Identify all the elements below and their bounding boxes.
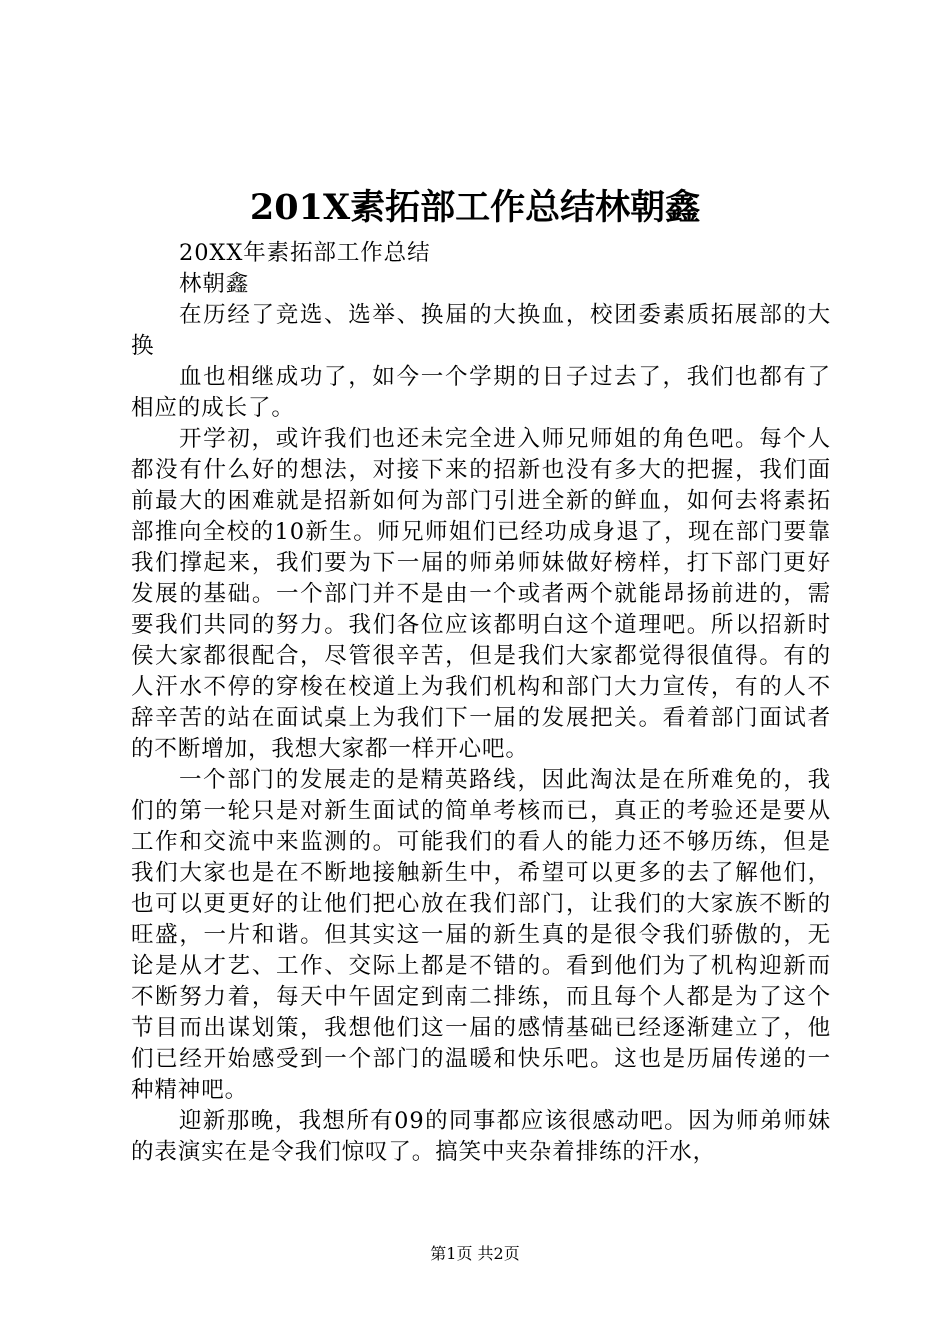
document-title: 201X素拓部工作总结林朝鑫 — [249, 187, 701, 228]
document-author: 林朝鑫 — [179, 271, 250, 297]
paragraph-5: 迎新那晚，我想所有09的同事都应该很感动吧。因为师弟师妹的表演实在是令我们惊叹了。搞笑中夹杂着排练的汗水， — [131, 1108, 831, 1165]
document-subtitle: 20XX年素拓部工作总结 — [179, 240, 431, 266]
paragraph-2: 血也相继成功了，如今一个学期的日子过去了，我们也都有了相应的成长了。 — [131, 364, 831, 421]
paragraph-1: 在历经了竞选、选举、换届的大换血，校团委素质拓展部的大换 — [131, 302, 831, 359]
document-body — [131, 238, 831, 1168]
page-number-footer: 第1页 共2页 — [430, 1244, 520, 1263]
paragraph-4: 一个部门的发展走的是精英路线，因此淘汰是在所难免的，我们的第一轮只是对新生面试的简单考核而已，真正的考验还是要从工作和交流中来监测的。可能我们的看人的能力还不够历练，但是我们大家也是在不断地接触新生中，希望可以更多的去了解他们，也可以更更好的让他们把心放在我们部门，让我们的大家族不断的旺盛，一片和谐。但其实这一届的新生真的是很令我们骄傲的，无论是从才艺、工作、交际上都是不错的。看到他们为了机构迎新而不断努力着，每天中午固定到南二排练，而且每个人都是为了这个节目而出谋划策，我想他们这一届的感情基础已经逐渐建立了，他们已经开始感受到一个部门的温暖和快乐吧。这也是历届传递的一种精神吧。 — [131, 767, 831, 1103]
paragraph-3: 开学初，或许我们也还未完全进入师兄师姐的角色吧。每个人都没有什么好的想法，对接下来的招新也没有多大的把握，我们面前最大的困难就是招新如何为部门引进全新的鲜血，如何去将素拓部推向全校的10新生。师兄师姐们已经功成身退了，现在部门要靠我们撑起来，我们要为下一届的师弟师妹做好榜样，打下部门更好发展的基础。一个部门并不是由一个或者两个就能昂扬前进的，需要我们共同的努力。我们各位应该都明白这个道理吧。所以招新时侯大家都很配合，尽管很辛苦，但是我们大家都觉得很值得。有的人汗水不停的穿梭在校道上为我们机构和部门大力宣传，有的人不辞辛苦的站在面试桌上为我们下一届的发展把关。看着部门面试者的不断增加，我想大家都一样开心吧。 — [131, 426, 831, 762]
